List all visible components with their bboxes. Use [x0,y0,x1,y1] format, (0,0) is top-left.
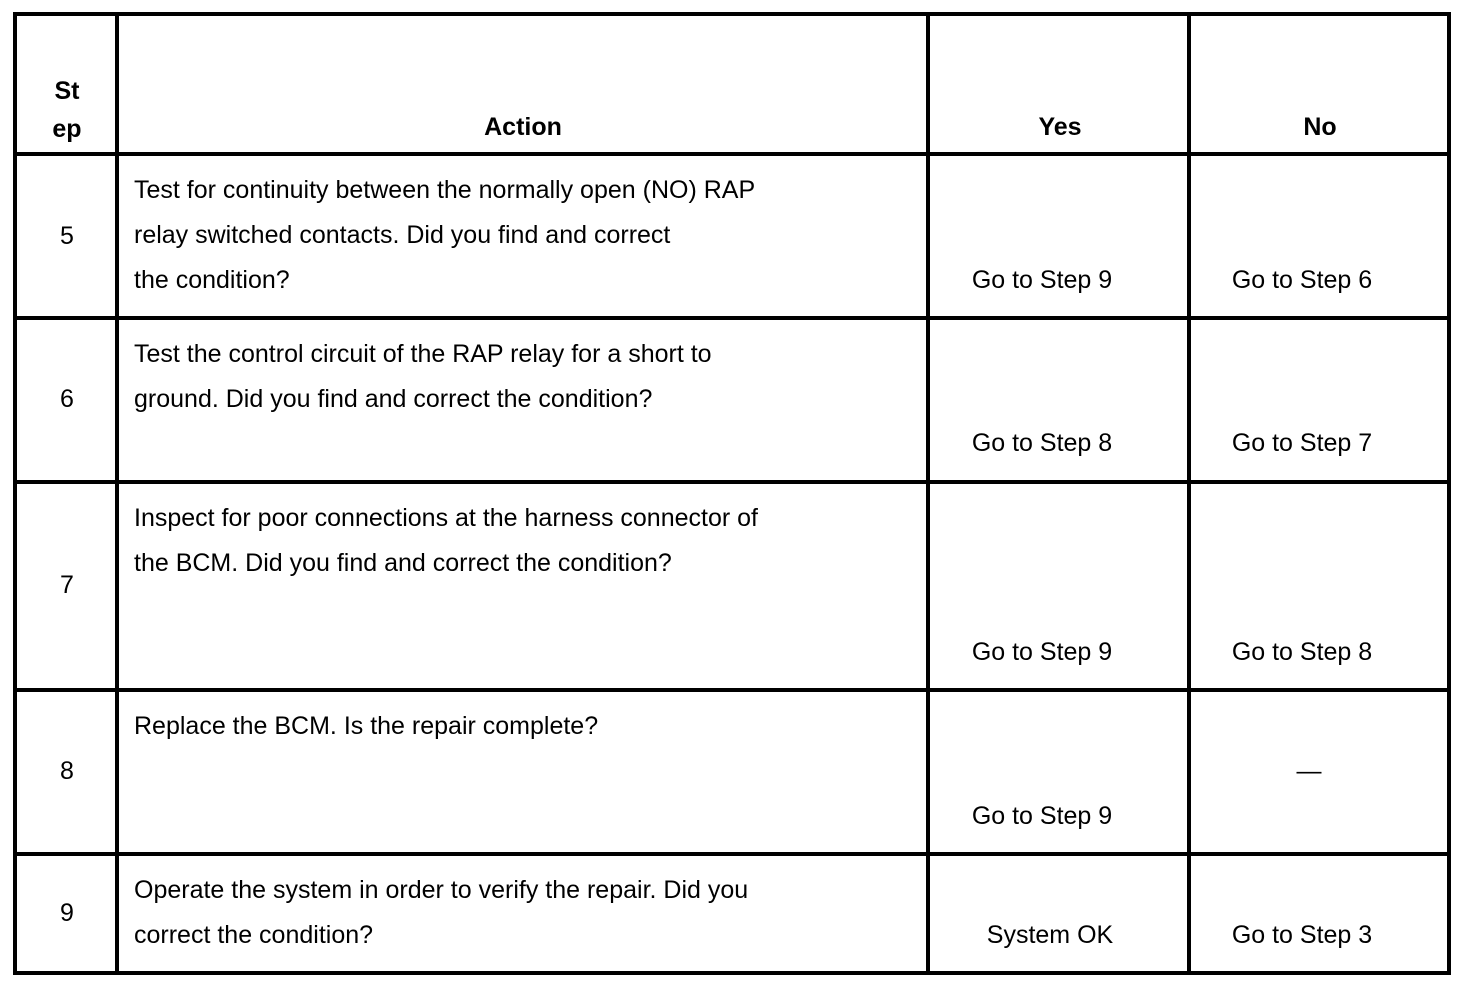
header-no: No [1303,113,1337,141]
row-divider [13,480,1451,484]
table-border-top [13,12,1451,16]
action-line: ground. Did you find and correct the condition? [134,385,653,413]
row-no: Go to Step 7 [1231,429,1373,457]
row-action [134,168,914,303]
row-yes: System OK [986,921,1114,949]
row-step: 8 [60,757,74,785]
row-yes: Go to Step 8 [971,429,1113,457]
action-line: the condition? [134,266,290,294]
table-border-right [1447,12,1451,975]
column-divider [1187,12,1191,975]
row-step: 7 [60,571,74,599]
action-line: Operate the system in order to verify the repair. Did you [134,876,749,904]
table-border-bottom [13,971,1451,975]
row-divider [13,852,1451,856]
row-no: — [1296,757,1322,785]
row-yes: Go to Step 9 [971,802,1113,830]
row-action [134,496,914,586]
row-step: 6 [60,385,74,413]
action-line: correct the condition? [134,921,374,949]
header-yes: Yes [1038,113,1082,141]
row-no: Go to Step 3 [1231,921,1373,949]
row-action [134,332,914,422]
row-no: Go to Step 8 [1231,638,1373,666]
action-line: Test for continuity between the normally open (NO) RAP [134,176,756,204]
row-step: 9 [60,899,74,927]
action-line: the BCM. Did you find and correct the condition? [134,549,672,577]
table-border-left [13,12,17,975]
row-action [134,868,914,958]
row-divider [13,316,1451,320]
row-divider [13,688,1451,692]
row-action [134,704,914,749]
header-action: Action [484,113,562,141]
column-divider [115,12,119,975]
header-step-line2: ep [52,115,82,143]
row-yes: Go to Step 9 [971,638,1113,666]
header-divider [13,152,1451,156]
row-yes: Go to Step 9 [971,266,1113,294]
header-step-line1: St [54,77,80,105]
action-line: Test the control circuit of the RAP relay for a short to [134,340,712,368]
row-no: Go to Step 6 [1231,266,1373,294]
header-step [18,72,116,148]
action-line: Replace the BCM. Is the repair complete? [134,712,599,740]
action-line: relay switched contacts. Did you find and correct [134,221,671,249]
row-step: 5 [60,222,74,250]
action-line: Inspect for poor connections at the harness connector of [134,504,758,532]
